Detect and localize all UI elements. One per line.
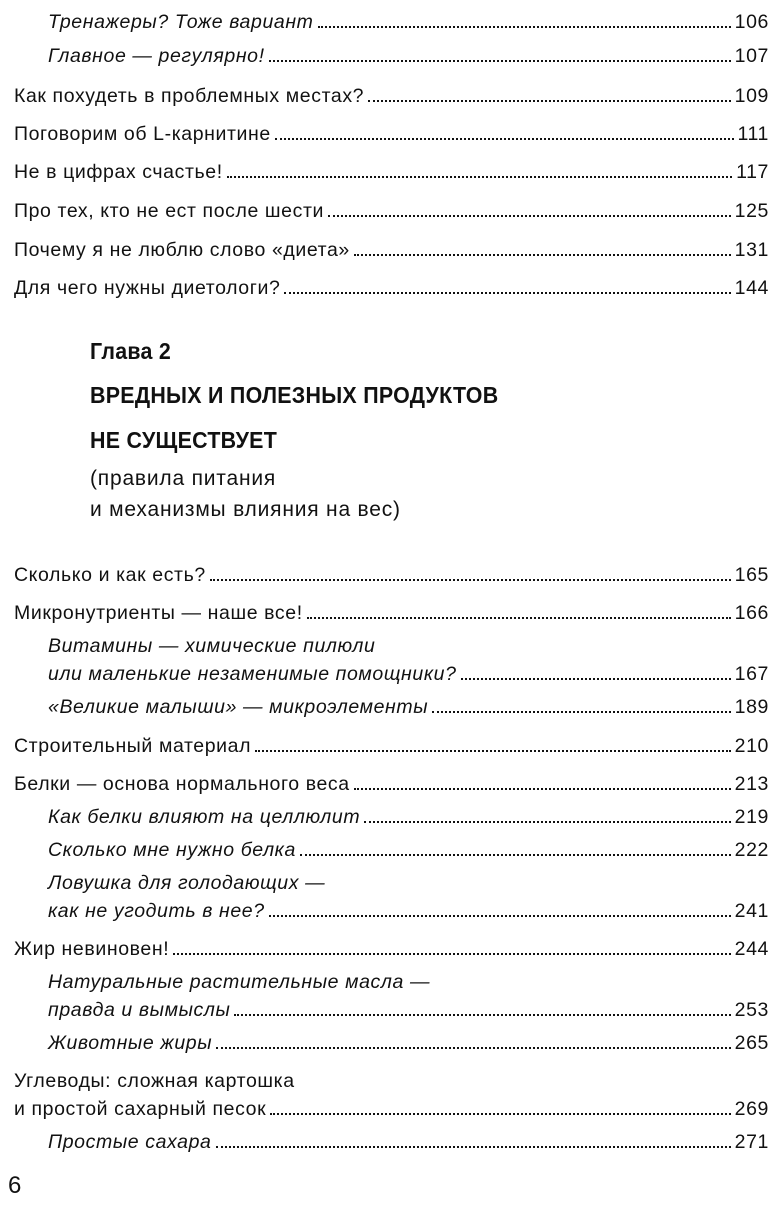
page-number: 6 [8,1172,22,1199]
toc-entry-title: Сколько и как есть? [14,564,206,586]
toc-entry-page: 265 [734,1032,769,1054]
toc-entry-title: Животные жиры [48,1032,213,1054]
toc-entry-title: Сколько мне нужно белка [48,839,296,861]
leader-dots [269,60,731,62]
toc-entry-title: правда и вымыслы [48,999,231,1021]
toc-entry-page: 269 [734,1098,769,1120]
toc-entry-title: Белки — основа нормального веса [14,773,350,795]
toc-entry-title: Тренажеры? Тоже вариант [48,11,314,33]
chapter-title-line1: ВРЕДНЫХ И ПОЛЕЗНЫХ ПРОДУКТОВ [90,382,499,408]
toc-entry [48,10,769,34]
toc-entry [48,838,769,862]
toc-entry [14,937,769,961]
toc-entry-title: Простые сахара [48,1131,212,1153]
leader-dots [216,1146,731,1148]
leader-dots [318,26,731,28]
toc-entry-page: 166 [734,602,769,624]
toc-entry-first-line: Углеводы: сложная картошка [14,1070,295,1092]
toc-entry [14,238,769,262]
toc-entry-page: 111 [737,123,769,145]
toc-entry [48,1031,769,1055]
leader-dots [307,617,731,619]
toc-entry-title: Жир невиновен! [14,938,170,960]
toc-entry [14,1097,769,1121]
toc-entry-page: 109 [734,85,769,107]
toc-entry-page: 117 [736,161,769,183]
chapter-subtitle-line1: (правила питания [90,467,277,490]
leader-dots [269,915,731,917]
leader-dots [275,138,734,140]
leader-dots [210,579,731,581]
toc-entry [14,601,769,625]
toc-entry [14,160,769,184]
leader-dots [368,100,731,102]
leader-dots [328,215,731,217]
toc-entry [14,276,769,300]
toc-entry-page: 131 [734,239,769,261]
toc-entry-title: Как белки влияют на целлюлит [48,806,361,828]
toc-entry-first-line: Ловушка для голодающих — [48,872,326,894]
chapter-title-line2: НЕ СУЩЕСТВУЕТ [90,427,278,453]
toc-entry-page: 125 [734,200,769,222]
toc-entry-page: 167 [734,663,769,685]
leader-dots [227,176,732,178]
chapter-subtitle-line2: и механизмы влияния на вес) [90,498,401,521]
leader-dots [354,254,731,256]
toc-entry [48,899,769,923]
leader-dots [364,821,730,823]
toc-entry-title: Про тех, кто не ест после шести [14,200,324,222]
toc-entry [14,199,769,223]
toc-entry-title: и простой сахарный песок [14,1098,267,1120]
toc-entry-page: 189 [734,696,769,718]
toc-entry-page: 253 [734,999,769,1021]
toc-entry-page: 244 [734,938,769,960]
toc-entry [48,998,769,1022]
toc-entry [14,122,769,146]
leader-dots [173,953,730,955]
leader-dots [284,292,730,294]
leader-dots [270,1113,730,1115]
toc-entry-page: 165 [734,564,769,586]
toc-entry [48,44,769,68]
toc-entry [48,662,769,686]
leader-dots [234,1014,730,1016]
toc-entry-title: Поговорим об L-карнитине [14,123,271,145]
toc-entry-page: 107 [734,45,769,67]
toc-entry-title: Микронутриенты — наше все! [14,602,303,624]
leader-dots [432,711,730,713]
toc-entry-page: 210 [734,735,769,757]
toc-entry-title: Главное — регулярно! [48,45,265,67]
leader-dots [255,750,731,752]
toc-entry-first-line: Натуральные растительные масла — [48,971,431,993]
toc-entry-page: 219 [734,806,769,828]
toc-entry-title: Для чего нужны диетологи? [14,277,281,299]
toc-entry-page: 241 [734,900,769,922]
toc-entry-title: Как похудеть в проблемных местах? [14,85,365,107]
toc-entry-page: 106 [734,11,769,33]
toc-entry [48,805,769,829]
chapter-label: Глава 2 [90,338,172,364]
toc-entry-page: 213 [734,773,769,795]
leader-dots [354,788,731,790]
toc-entry-title: «Великие малыши» — микроэлементы [48,696,429,718]
leader-dots [461,678,731,680]
toc-entry-title: Не в цифрах счастье! [14,161,223,183]
leader-dots [216,1047,730,1049]
toc-entry-title: Почему я не люблю слово «диета» [14,239,350,261]
toc-entry [48,695,769,719]
toc-entry [14,84,769,108]
toc-entry-first-line: Витамины — химические пилюли [48,635,376,657]
toc-entry-page: 222 [734,839,769,861]
toc-entry-page: 144 [734,277,769,299]
toc-entry [14,563,769,587]
toc-entry [48,1130,769,1154]
toc-entry-page: 271 [734,1131,769,1153]
leader-dots [300,854,731,856]
toc-entry-title: как не угодить в нее? [48,900,265,922]
toc-entry [14,734,769,758]
toc-entry-title: или маленькие незаменимые помощники? [48,663,457,685]
toc-entry-title: Строительный материал [14,735,252,757]
toc-entry [14,772,769,796]
